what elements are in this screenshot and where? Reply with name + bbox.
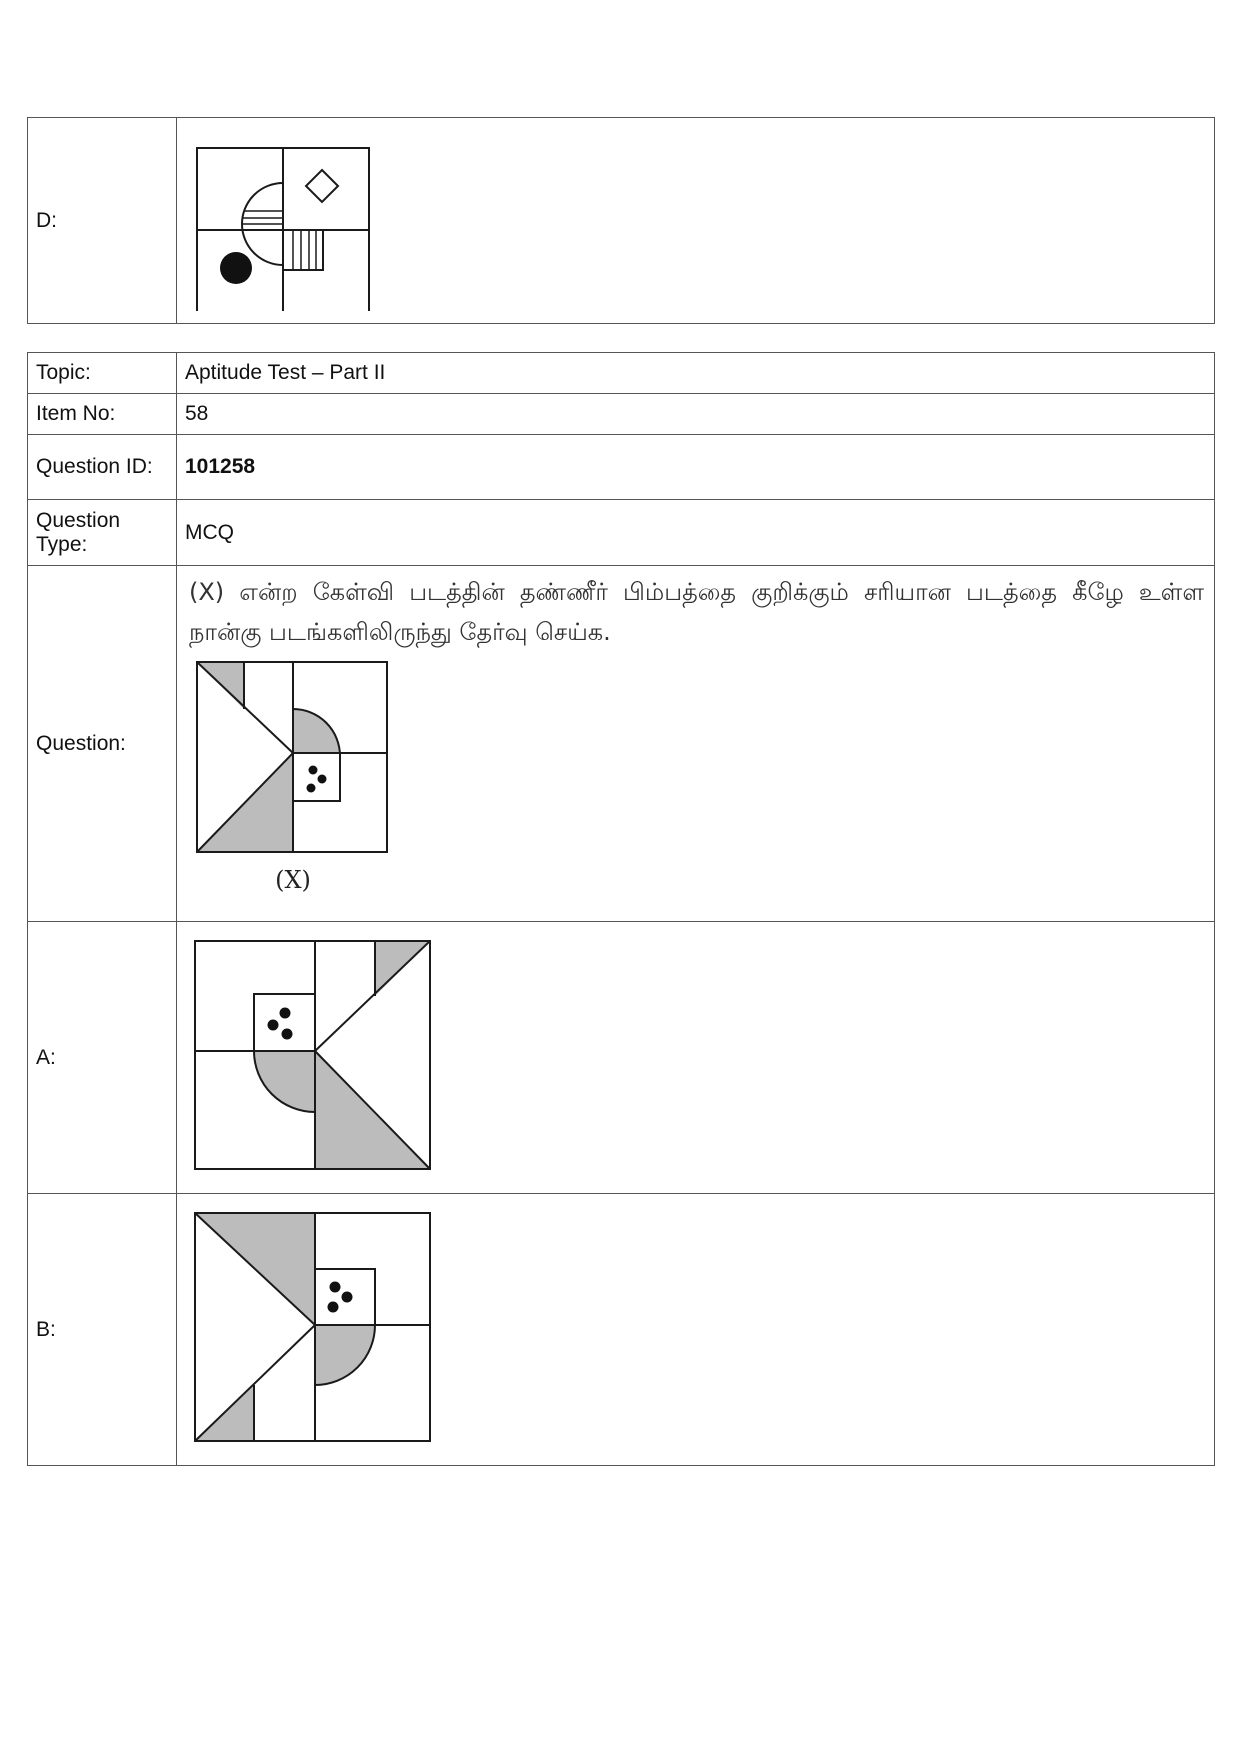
option-a-figure — [187, 933, 437, 1183]
question-label: Question: — [28, 566, 177, 922]
item-row — [28, 394, 1215, 435]
question-cell — [177, 566, 1215, 922]
option-b-label: B: — [28, 1194, 177, 1466]
question-text: (X) என்ற கேள்வி படத்தின் தண்ணீர் பிம்பத்தை குறிக்கும் சரியான படத்தை கீழே உள்ள நான்கு படங்களிலிருந்து தேர்வு செய்க. — [189, 578, 1204, 646]
topic-label: Topic: — [28, 353, 177, 394]
option-a-cell — [177, 922, 1215, 1194]
question-table — [27, 352, 1215, 1466]
option-d-label: D: — [28, 118, 177, 324]
option-d-figure — [191, 131, 371, 311]
option-d-cell — [177, 118, 1215, 324]
question-type-label: Question Type: — [28, 500, 177, 566]
topic-row — [28, 353, 1215, 394]
question-figure — [189, 658, 409, 898]
option-b-figure — [187, 1205, 437, 1455]
question-id-label: Question ID: — [28, 435, 177, 500]
question-id-value: 101258 — [177, 435, 1215, 500]
figure-caption: (X) — [275, 866, 311, 894]
option-b-row — [28, 1194, 1215, 1466]
item-label: Item No: — [28, 394, 177, 435]
question-type-value: MCQ — [177, 500, 1215, 566]
question-row — [28, 566, 1215, 922]
option-a-row — [28, 922, 1215, 1194]
item-value: 58 — [177, 394, 1215, 435]
option-a-label: A: — [28, 922, 177, 1194]
question-type-row — [28, 500, 1215, 566]
topic-value: Aptitude Test – Part II — [177, 353, 1215, 394]
question-id-row — [28, 435, 1215, 500]
option-d-table — [27, 117, 1215, 324]
option-b-cell — [177, 1194, 1215, 1466]
